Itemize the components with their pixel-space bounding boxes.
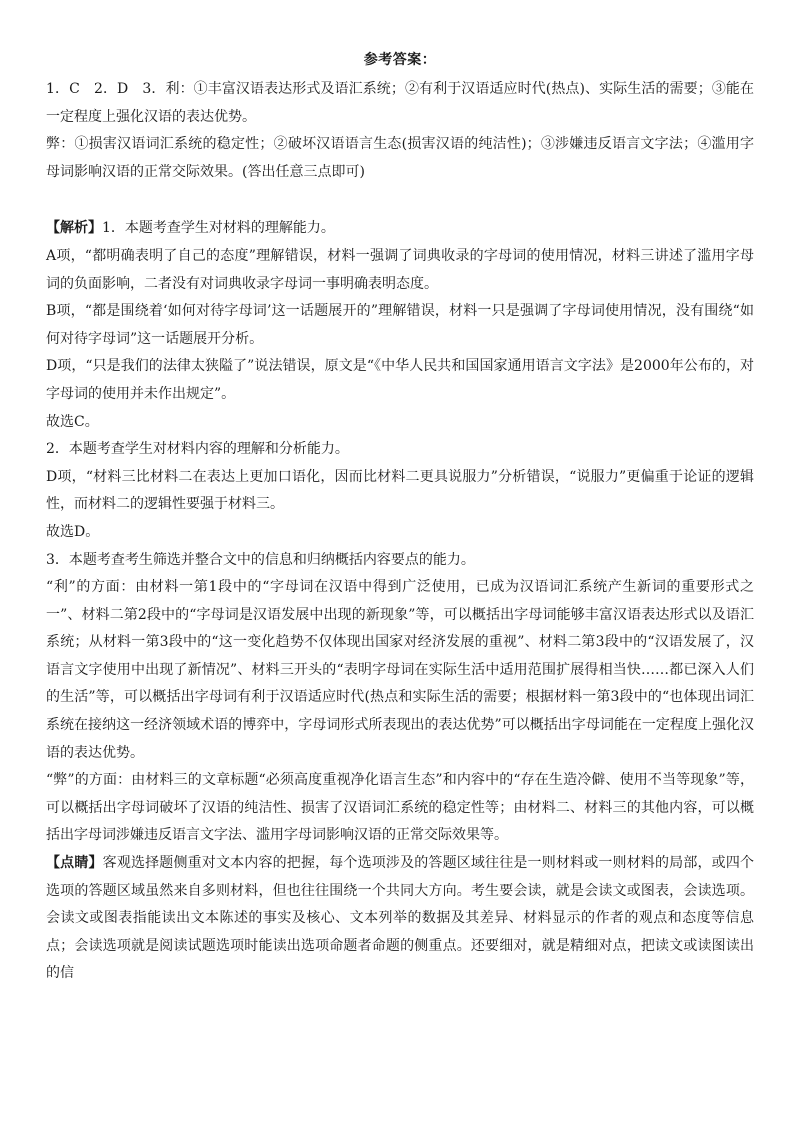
analysis-q1-intro — [46, 215, 754, 243]
analysis-q2-choice: 故选D。 — [46, 523, 100, 540]
tips-tag: 【点睛】 — [46, 855, 103, 872]
analysis-q2-intro: 2．本题考查学生对材料内容的理解和分析能力。 — [46, 441, 349, 458]
spacer — [46, 186, 754, 215]
tips-paragraph — [46, 850, 754, 988]
analysis-q1-option-d: D项，“只是我们的法律太狭隘了”说法错误，原文是“《中华人民共和国国家通用语言文字法》是2000年公布的，对字母词的使用并未作出规定”。 — [46, 358, 754, 402]
analysis-q3-disadvantages: “弊”的方面：由材料三的文章标题“必须高度重视净化语言生态”和内容中的“存在生造冷僻、使用不当等现象”等，可以概括出字母词破坏了汉语的纯洁性、损害了汉语词汇系统的稳定性等；由材料二、材料三的其他内容，可以概括出字母词涉嫌违反语言文字法、滥用字母词影响汉语的正常交际效果等。 — [46, 772, 754, 844]
analysis-q1-choice: 故选C。 — [46, 413, 99, 430]
page-title: 参考答案： — [363, 52, 437, 68]
answer-page — [46, 50, 754, 988]
analysis-q1-intro-text: 1．本题考查学生对材料的理解能力。 — [102, 220, 335, 237]
analysis-tag: 【解析】 — [46, 220, 102, 237]
analysis-q3-advantages: “利”的方面：由材料一第1段中的“字母词在汉语中得到广泛使用，已成为汉语词汇系统产生新词的重要形式之一”、材料二第2段中的“字母词是汉语发展中出现的新现象”等，可以概括出字母词能够丰富汉语表达形式以及语汇系统；从材料一第3段中的“这一变化趋势不仅体现出国家对经济发展的重视”、材料二第3段中的“汉语发展了，汉语言文字使用中出现了新情况”、材料三开头的“表明字母词在实际生活中适用范围扩展得相当快……都已深入人们的生活”等，可以概括出字母词有利于汉语适应时代(热点和实际生活的需要；根据材料一第3段中的“也体现出词汇系统在接纳这一经济领域术语的博弈中，字母词形式所表现出的表达优势”可以概括出字母词能在一定程度上强化汉语的表达优势。 — [46, 579, 754, 761]
answer-line-2: 弊：①损害汉语词汇系统的稳定性；②破坏汉语语言生态(损害汉语的纯洁性)；③涉嫌违反语言文字法；④滥用字母词影响汉语的正常交际效果。(答出任意三点即可) — [46, 136, 754, 180]
analysis-q1-option-a: A项，“都明确表明了自己的态度”理解错误，材料一强调了词典收录的字母词的使用情况，材料三讲述了滥用字母词的负面影响，二者没有对词典收录字母词一事明确表明态度。 — [46, 247, 754, 292]
analysis-q2-option-d: D项，“材料三比材料二在表达上更加口语化，因而比材料二更具说服力”分析错误，“说服力”更偏重于论证的逻辑性，而材料二的逻辑性要强于材料三。 — [46, 468, 754, 513]
answer-line-1: 1．C 2．D 3．利：①丰富汉语表达形式及语汇系统；②有利于汉语适应时代(热点)、实际生活的需要；③能在一定程度上强化汉语的表达优势。 — [46, 81, 754, 125]
analysis-q1-option-b: B项，“都是围绕着‘如何对待字母词’这一话题展开的”理解错误，材料一只是强调了字母词使用情况，没有围绕“如何对待字母词”这一话题展开分析。 — [46, 303, 754, 347]
tips-text: 客观选择题侧重对文本内容的把握，每个选项涉及的答题区域往往是一则材料或一则材料的局部，或四个选项的答题区域虽然来自多则材料，但也往往围绕一个共同大方向。考生要会读，就是会读文或图表，会读选项。会读文或图表指能读出文本陈述的事实及核心、文本列举的数据及其差异、材料显示的作者的观点和态度等信息点；会读选项就是阅读试题选项时能读出选项命题者命题的侧重点。还要细对，就是精细对点，把读文或读图读出的信 — [46, 855, 755, 982]
analysis-q3-intro: 3．本题考查考生筛选并整合文中的信息和归纳概括内容要点的能力。 — [46, 551, 475, 568]
